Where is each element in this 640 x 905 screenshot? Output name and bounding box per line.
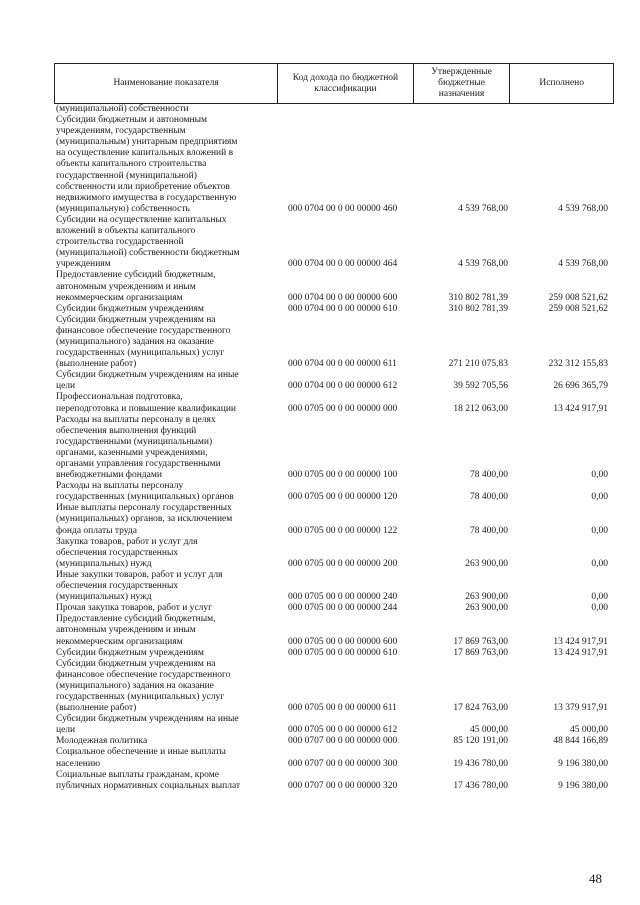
row-name <box>56 215 270 270</box>
row-executed: 48 844 166,89 <box>553 736 608 747</box>
table-row <box>56 537 616 570</box>
row-name-line: вложений в объекты капитального <box>56 226 196 237</box>
header-name: Наименование показателя <box>55 64 278 103</box>
row-name-line: Субсидии бюджетным учреждениям на иные <box>56 370 239 381</box>
table-row <box>56 392 616 414</box>
row-executed: 259 008 521,62 <box>548 303 608 314</box>
table-row <box>56 736 616 747</box>
row-name-line: (муниципального) задания на оказание <box>56 680 214 691</box>
row-approved: 310 802 781,39 <box>448 303 508 314</box>
row-name-line: обеспечения государственных <box>56 547 179 558</box>
row-code: 000 0705 00 0 00 00000 120 <box>288 492 398 503</box>
row-executed: 0,00 <box>591 592 608 603</box>
row-name <box>56 270 270 303</box>
row-executed: 13 424 917,91 <box>553 403 608 414</box>
row-name-line: Субсидии на осуществление капитальных <box>56 214 227 225</box>
row-name-line: автономным учреждениям и иным <box>56 281 196 292</box>
row-name-line: (муниципальной) собственности <box>56 104 189 114</box>
header-code: Код дохода по бюджетной классификации <box>278 64 414 103</box>
row-name-line: (выполнение работ) <box>56 703 137 714</box>
table-row <box>56 648 616 659</box>
row-name-line: органами, казенными учреждениями, <box>56 447 208 458</box>
row-name-line: Профессиональная подготовка, <box>56 392 183 403</box>
row-name-line: Субсидии бюджетным и автономным <box>56 115 208 126</box>
row-name-line: Социальное обеспечение и иные выплаты <box>56 747 226 758</box>
row-name-line: Расходы на выплаты персоналу <box>56 481 184 492</box>
row-name-line: цели <box>56 725 76 736</box>
row-name <box>56 415 270 482</box>
row-code: 000 0707 00 0 00 00000 300 <box>288 758 398 769</box>
row-code: 000 0707 00 0 00 00000 320 <box>288 780 398 791</box>
row-approved: 18 212 063,00 <box>453 403 508 414</box>
row-executed: 259 008 521,62 <box>548 292 608 303</box>
row-name <box>56 714 270 736</box>
row-name-line: обеспечения государственных <box>56 581 179 592</box>
row-approved: 17 869 763,00 <box>453 636 508 647</box>
row-name-line: (муниципальной) собственности бюджетным <box>56 248 240 259</box>
row-approved: 263 900,00 <box>465 558 508 569</box>
row-name-line: Субсидии бюджетным учреждениям на <box>56 314 216 325</box>
row-name-line: государственных (муниципальных) услуг <box>56 691 225 702</box>
row-name-line: некоммерческим организациям <box>56 636 183 647</box>
table-row <box>56 503 616 536</box>
row-approved: 39 592 705,56 <box>453 381 508 392</box>
row-name-line: Социальные выплаты гражданам, кроме <box>56 769 219 780</box>
row-approved: 263 900,00 <box>465 603 508 614</box>
table-header <box>54 63 614 104</box>
row-name-line: внебюджетными фондами <box>56 470 162 481</box>
row-name-line: Расходы на выплаты персоналу в целях <box>56 414 216 425</box>
row-name-line: Закупка товаров, работ и услуг для <box>56 536 198 547</box>
row-name-line: Иные закупки товаров, работ и услуг для <box>56 569 223 580</box>
row-code: 000 0705 00 0 00 00000 100 <box>288 470 398 481</box>
row-executed: 9 196 380,00 <box>558 780 608 791</box>
row-approved: 4 539 768,00 <box>458 259 508 270</box>
row-name <box>56 315 270 370</box>
row-code: 000 0704 00 0 00 00000 611 <box>288 359 397 370</box>
row-name-line: населению <box>56 758 101 769</box>
table-row <box>56 714 616 736</box>
table-row <box>56 603 616 614</box>
table-row <box>56 215 616 270</box>
row-executed: 0,00 <box>591 470 608 481</box>
row-approved: 19 436 780,00 <box>453 758 508 769</box>
row-name-line: (выполнение работ) <box>56 359 137 370</box>
header-executed: Исполнено <box>539 78 585 89</box>
row-name-line: цели <box>56 381 76 392</box>
row-code: 000 0704 00 0 00 00000 464 <box>288 259 398 270</box>
row-name <box>56 392 270 414</box>
row-executed: 0,00 <box>591 603 608 614</box>
row-name <box>56 659 270 714</box>
row-approved: 78 400,00 <box>470 492 508 503</box>
row-name <box>56 736 270 747</box>
row-name-line: (муниципальных) органов, за исключением <box>56 514 233 525</box>
row-name-line: некоммерческим организациям <box>56 292 183 303</box>
row-approved: 85 120 191,00 <box>453 736 508 747</box>
row-name-line: (муниципальных) нужд <box>56 592 152 603</box>
row-code: 000 0705 00 0 00 00000 600 <box>288 636 398 647</box>
row-name <box>56 104 270 215</box>
row-executed: 0,00 <box>591 492 608 503</box>
table-row <box>56 315 616 370</box>
table-row <box>56 747 616 769</box>
row-code: 000 0704 00 0 00 00000 460 <box>288 203 398 214</box>
row-code: 000 0705 00 0 00 00000 610 <box>288 647 398 658</box>
row-name-line: фонда оплаты труда <box>56 525 137 536</box>
row-executed: 13 379 917,91 <box>553 703 608 714</box>
row-name-line: собственности или приобретение объектов <box>56 181 230 192</box>
row-approved: 45 000,00 <box>470 725 508 736</box>
row-name <box>56 747 270 769</box>
row-name <box>56 537 270 570</box>
row-approved: 263 900,00 <box>465 592 508 603</box>
row-name-line: Прочая закупка товаров, работ и услуг <box>56 603 213 614</box>
row-approved: 17 824 763,00 <box>453 703 508 714</box>
row-code: 000 0704 00 0 00 00000 612 <box>288 381 398 392</box>
row-executed: 0,00 <box>591 525 608 536</box>
row-executed: 4 539 768,00 <box>558 259 608 270</box>
table-row <box>56 104 616 215</box>
table-row <box>56 570 616 603</box>
row-name <box>56 770 270 792</box>
row-name-line: недвижимого имущества в государственную <box>56 192 237 203</box>
row-name-line: органами управления государственными <box>56 459 221 469</box>
row-name <box>56 614 270 647</box>
row-code: 000 0705 00 0 00 00000 244 <box>288 603 398 614</box>
table-row <box>56 370 616 392</box>
row-name-line: Предоставление субсидий бюджетным, <box>56 270 216 281</box>
row-name-line: автономным учреждениям и иным <box>56 625 196 636</box>
row-name-line: финансовое обеспечение государственного <box>56 669 231 680</box>
row-approved: 17 869 763,00 <box>453 647 508 658</box>
row-name-line: Субсидии бюджетным учреждениям на иные <box>56 714 239 725</box>
row-name-line: финансовое обеспечение государственного <box>56 325 231 336</box>
row-name-line: (муниципальным) унитарным предприятиям <box>56 137 238 148</box>
row-name-line: учреждениям <box>56 259 111 270</box>
row-name-line: (муниципального) задания на оказание <box>56 336 214 347</box>
row-name-line: (муниципальную) собственность <box>56 203 190 214</box>
row-name-line: переподготовка и повышение квалификации <box>56 403 237 414</box>
row-name-line: Молодежная политика <box>56 736 148 747</box>
row-name-line: строительства государственной <box>56 237 184 248</box>
row-name-line: государственных (муниципальных) услуг <box>56 348 225 359</box>
row-code: 000 0705 00 0 00 00000 122 <box>288 525 398 536</box>
row-name <box>56 603 270 614</box>
row-name-line: объекты капитального строительства <box>56 159 207 170</box>
row-name-line: Субсидии бюджетным учреждениям <box>56 303 204 314</box>
row-name-line: Субсидии бюджетным учреждениям <box>56 647 204 658</box>
table-row <box>56 270 616 303</box>
row-name-line: Субсидии бюджетным учреждениям на <box>56 658 216 669</box>
row-approved: 78 400,00 <box>470 470 508 481</box>
row-approved: 310 802 781,39 <box>448 292 508 303</box>
row-name <box>56 370 270 392</box>
table-body <box>56 104 616 792</box>
page-number: 48 <box>589 871 602 886</box>
row-name-line: на осуществление капитальных вложений в <box>56 148 234 159</box>
row-executed: 26 696 365,79 <box>553 381 608 392</box>
row-executed: 45 000,00 <box>570 725 608 736</box>
row-approved: 271 210 075,83 <box>448 359 508 370</box>
row-name-line: Иные выплаты персоналу государственных <box>56 503 232 514</box>
row-name <box>56 304 270 315</box>
row-name-line: государственными (муниципальными) <box>56 436 213 447</box>
row-code: 000 0705 00 0 00 00000 000 <box>288 403 398 414</box>
row-executed: 13 424 917,91 <box>553 647 608 658</box>
table-row <box>56 415 616 482</box>
row-name-line: (муниципальных) нужд <box>56 558 152 569</box>
table-row <box>56 304 616 315</box>
row-approved: 17 436 780,00 <box>453 780 508 791</box>
header-approved: Утвержденные бюджетные назначения <box>414 64 511 103</box>
table-row <box>56 481 616 503</box>
row-code: 000 0705 00 0 00 00000 200 <box>288 558 398 569</box>
row-name <box>56 503 270 536</box>
row-code: 000 0704 00 0 00 00000 610 <box>288 303 398 314</box>
row-code: 000 0705 00 0 00 00000 611 <box>288 703 397 714</box>
row-code: 000 0704 00 0 00 00000 600 <box>288 292 398 303</box>
row-name <box>56 648 270 659</box>
row-code: 000 0705 00 0 00 00000 240 <box>288 592 398 603</box>
table-row <box>56 659 616 714</box>
row-executed: 0,00 <box>591 558 608 569</box>
row-approved: 78 400,00 <box>470 525 508 536</box>
row-code: 000 0707 00 0 00 00000 000 <box>288 736 398 747</box>
table-row <box>56 614 616 647</box>
row-executed: 9 196 380,00 <box>558 758 608 769</box>
row-executed: 232 312 155,83 <box>548 359 608 370</box>
row-code: 000 0705 00 0 00 00000 612 <box>288 725 398 736</box>
table-row <box>56 770 616 792</box>
row-approved: 4 539 768,00 <box>458 203 508 214</box>
row-name-line: публичных нормативных социальных выплат <box>56 780 241 791</box>
row-name <box>56 481 270 503</box>
row-name-line: Предоставление субсидий бюджетным, <box>56 614 216 625</box>
row-name <box>56 570 270 603</box>
row-executed: 13 424 917,91 <box>553 636 608 647</box>
row-name-line: учреждениям, государственным <box>56 126 186 137</box>
row-name-line: государственной (муниципальной) <box>56 170 197 181</box>
row-name-line: государственных (муниципальных) органов <box>56 492 234 503</box>
row-name-line: обеспечения выполнения функций <box>56 425 197 436</box>
row-executed: 4 539 768,00 <box>558 203 608 214</box>
